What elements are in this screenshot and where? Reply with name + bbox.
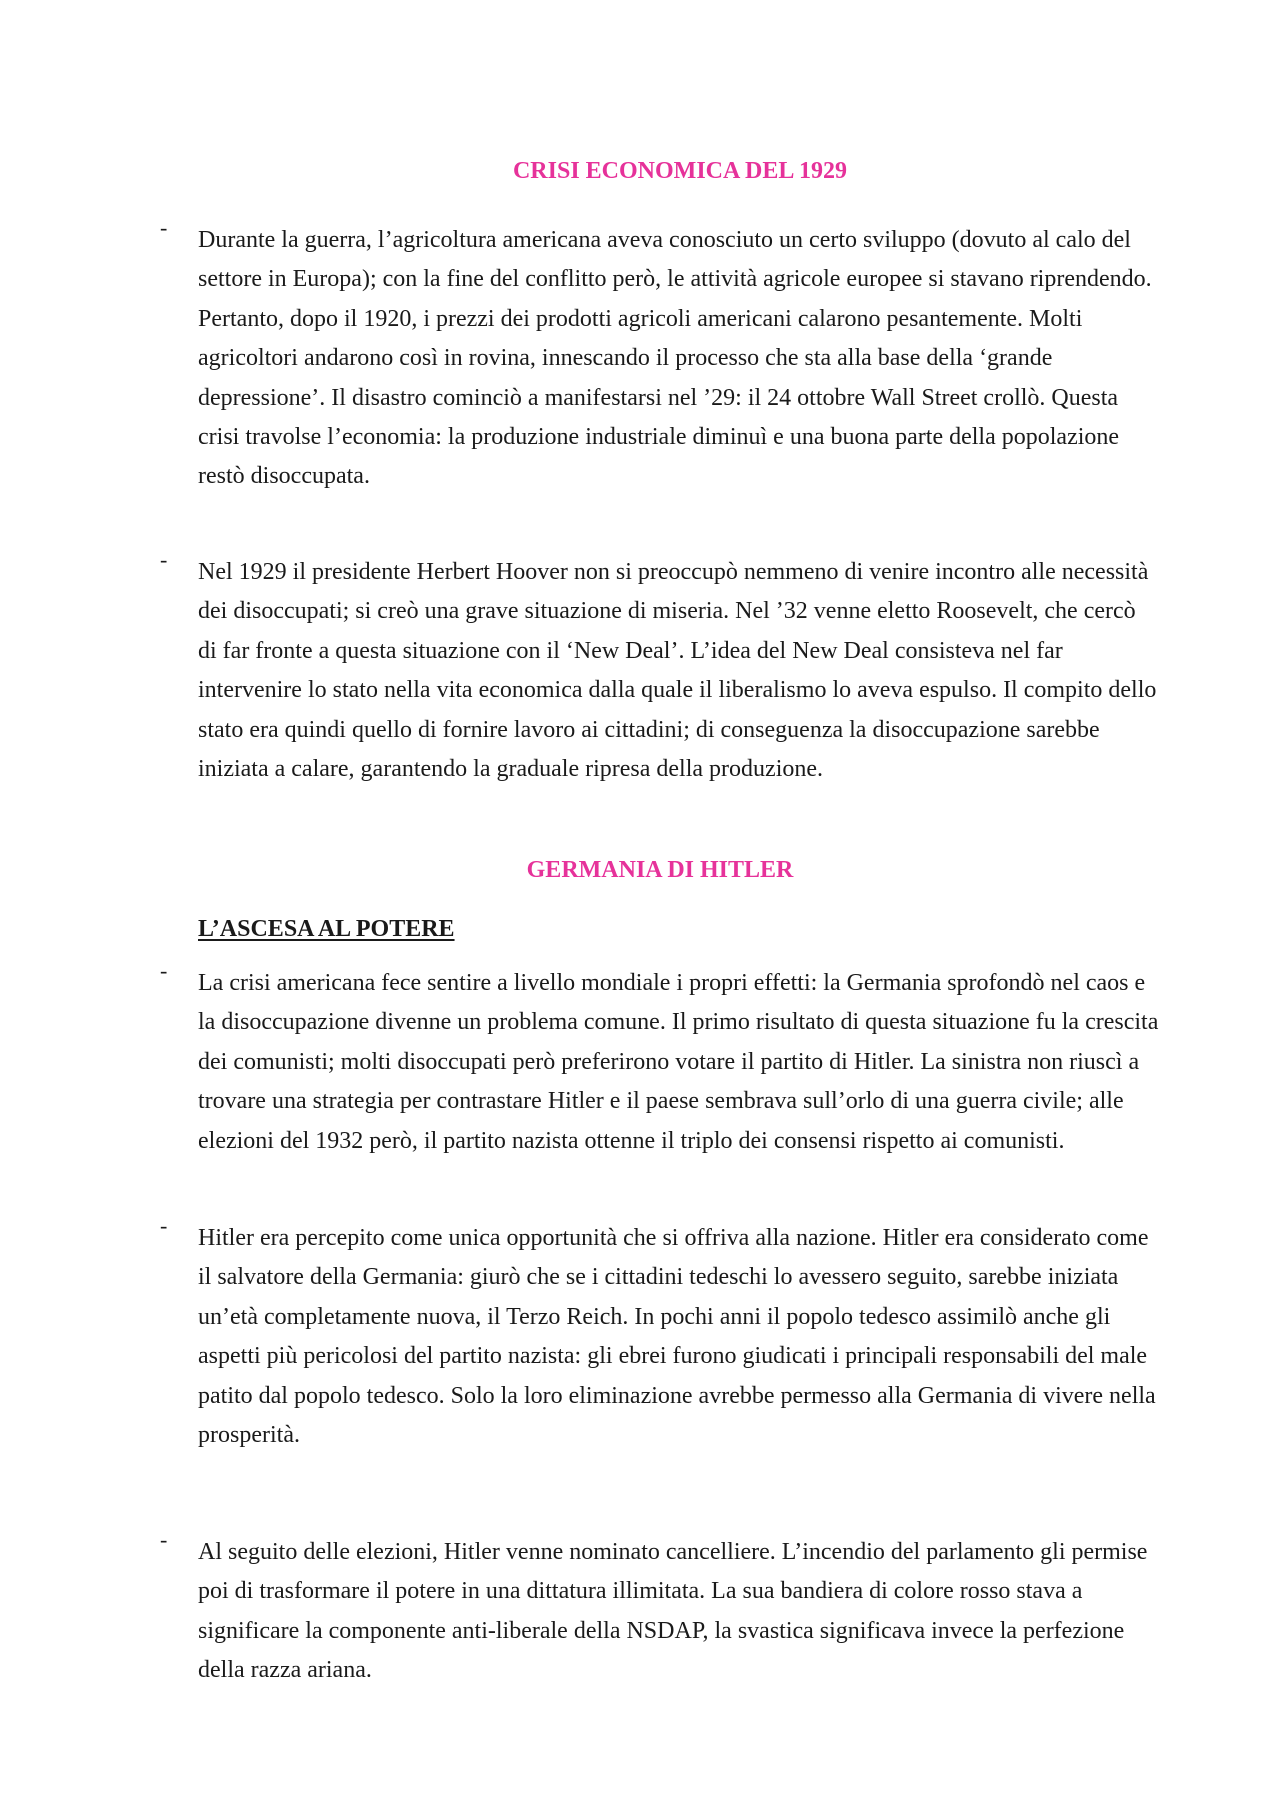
paragraph-text: Nel 1929 il presidente Herbert Hoover non si preoccupò nemmeno di venire incontro alle necessità dei disoccupati; si creò una grave situazione di miseria. Nel ’32 venne eletto Roosevelt, che cercò di far fronte a questa situazione con il ‘New Deal’. L’idea del New Deal consisteva nel far intervenire lo stato nella vita economica dalla quale il liberalismo lo aveva espulso. Il compito dello stato era quindi quello di fornire lavoro ai cittadini; di conseguenza la disoccupazione sarebbe iniziata a calare, garantendo la graduale ripresa della produzione.	[198, 559, 1157, 783]
bullet-paragraph	[160, 1527, 1160, 1691]
bullet-paragraph	[160, 215, 1160, 497]
bullet-dash: -	[160, 1213, 168, 1238]
paragraph-text: Hitler era percepito come unica opportunità che si offriva alla nazione. Hitler era considerato come il salvatore della Germania: giurò che se i cittadini tedeschi lo avessero seguito, sarebbe iniziata un’età completamente nuova, il Terzo Reich. In pochi anni il popolo tedesco assimilò anche gli aspetti più pericolosi del partito nazista: gli ebrei furono giudicati i principali responsabili del male patito dal popolo tedesco. Solo la loro eliminazione avrebbe permesso alla Germania di vivere nella prosperità.	[198, 1225, 1156, 1449]
bullet-dash: -	[160, 1527, 168, 1552]
bullet-dash: -	[160, 215, 168, 240]
bullet-paragraph	[160, 547, 1160, 789]
section-title-crisi: CRISI ECONOMICA DEL 1929	[512, 158, 848, 184]
subsection-title: L’ASCESA AL POTERE	[198, 916, 455, 942]
paragraph-text: Durante la guerra, l’agricoltura americana aveva conosciuto un certo sviluppo (dovuto al calo del settore in Europa); con la fine del conflitto però, le attività agricole europee si stavano riprendendo. Pertanto, dopo il 1920, i prezzi dei prodotti agricoli americani calarono pesantemente. Molti agricoltori andarono così in rovina, innescando il processo che sta alla base della ‘grande depressione’. Il disastro cominciò a manifestarsi nel ’29: il 24 ottobre Wall Street crollò. Questa crisi travolse l’economia: la produzione industriale diminuì e una buona parte della popolazione restò disoccupata.	[198, 227, 1152, 490]
bullet-dash: -	[160, 958, 168, 983]
paragraph-text: La crisi americana fece sentire a livello mondiale i propri effetti: la Germania sprofondò nel caos e la disoccupazione divenne un problema comune. Il primo risultato di questa situazione fu la crescita dei comunisti; molti disoccupati però preferirono votare il partito di Hitler. La sinistra non riuscì a trovare una strategia per contrastare Hitler e il paese sembrava sull’orlo di una guerra civile; alle elezioni del 1932 però, il partito nazista ottenne il triplo dei consensi rispetto ai comunisti.	[198, 970, 1159, 1154]
paragraph-text: Al seguito delle elezioni, Hitler venne nominato cancelliere. L’incendio del parlamento gli permise poi di trasformare il potere in una dittatura illimitata. La sua bandiera di colore rosso stava a significare la componente anti-liberale della NSDAP, la svastica significava invece la perfezione della razza ariana.	[198, 1539, 1148, 1684]
bullet-dash: -	[160, 547, 168, 572]
section-title-germania: GERMANIA DI HITLER	[526, 857, 794, 883]
bullet-paragraph	[160, 1213, 1160, 1455]
bullet-paragraph	[160, 958, 1160, 1161]
